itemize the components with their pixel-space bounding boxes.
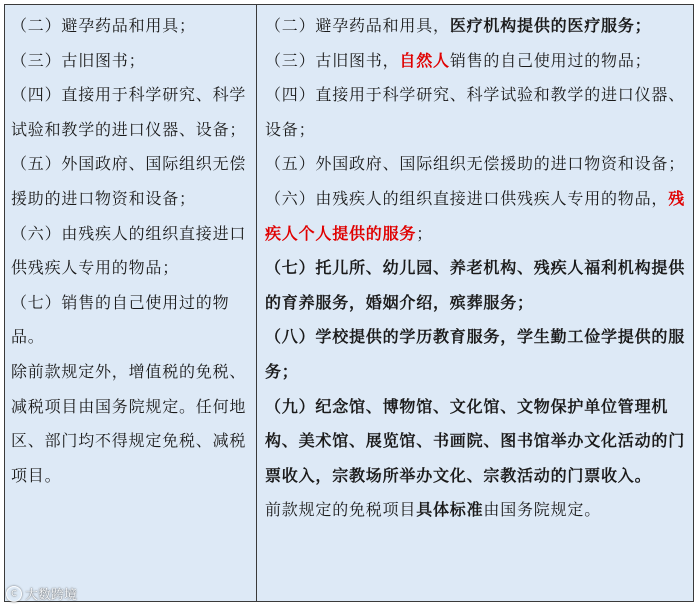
left-item-5: （五）外国政府、国际组织无偿援助的进口物资和设备； xyxy=(11,154,247,208)
left-column-old-text xyxy=(5,5,257,601)
left-item-6: （六）由残疾人的组织直接进口供残疾人专用的物品； xyxy=(11,223,247,278)
left-closing-paragraph: 除前款规定外，增值税的免税、减税项目由国务院规定。任何地区、部门均不得规定免税、减税项目。 xyxy=(11,361,247,485)
right-item-6 xyxy=(265,182,687,251)
left-item-7: （七）销售的自己使用过的物品。 xyxy=(11,292,230,347)
left-item-4: （四）直接用于科学研究、科学试验和教学的进口仪器、设备； xyxy=(11,85,247,139)
right-item-2-bold: 医疗机构提供的医疗服务； xyxy=(449,16,652,35)
right-item-2 xyxy=(265,9,687,44)
right-item-9: （九）纪念馆、博物馆、文化馆、文物保护单位管理机构、美术馆、展览馆、书画院、图书馆举办文化活动的门票收入，宗教场所举办文化、宗教活动的门票收入。 xyxy=(265,396,686,485)
right-item-6-text: （六）由残疾人的组织直接进口供残疾人专用的物品， xyxy=(265,188,669,208)
right-closing-tail: 由国务院规定。 xyxy=(483,500,602,520)
right-column-new-text xyxy=(257,5,693,601)
watermark-text: 大数跨境 xyxy=(25,588,78,603)
comparison-table xyxy=(4,4,694,602)
right-closing-paragraph xyxy=(265,493,687,528)
left-item-3: （三）古旧图书； xyxy=(11,50,146,70)
right-item-4: （四）直接用于科学研究、科学试验和教学的进口仪器、设备； xyxy=(265,85,686,139)
right-item-5: （五）外国政府、国际组织无偿援助的进口物资和设备； xyxy=(265,154,686,174)
right-item-7: （七）托儿所、幼儿园、养老机构、残疾人福利机构提供的育养服务，婚姻介绍，殡葬服务； xyxy=(265,258,686,312)
right-closing-text: 前款规定的免税项目 xyxy=(265,500,417,520)
right-item-2-text: （二）避孕药品和用具， xyxy=(265,16,450,35)
right-item-3 xyxy=(265,44,687,79)
right-item-3-highlight: 自然人 xyxy=(399,50,450,70)
watermark-logo-icon: C xyxy=(6,586,22,602)
right-closing-bold: 具体标准 xyxy=(416,500,484,520)
watermark xyxy=(6,584,77,603)
right-item-6-highlight: 残疾人个人提供的服务 xyxy=(265,188,686,243)
right-item-3-text: （三）古旧图书， xyxy=(265,50,400,70)
left-item-2: （二）避孕药品和用具； xyxy=(11,16,196,35)
right-item-8: （八）学校提供的学历教育服务，学生勤工俭学提供的服务； xyxy=(265,327,686,381)
right-item-6-tail: ； xyxy=(416,223,434,243)
right-item-3-tail: 销售的自己使用过的物品； xyxy=(449,50,652,70)
